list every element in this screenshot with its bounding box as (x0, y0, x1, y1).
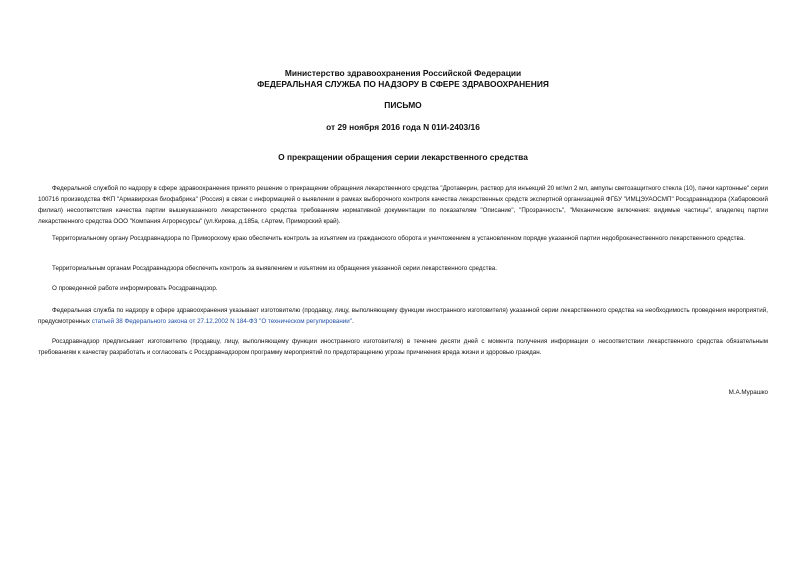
paragraph-report-text: О проведенной работе информировать Росздравнадзор. (52, 285, 218, 292)
paragraph-primorsky-control (38, 233, 768, 244)
paragraph-manufacturer-measures-end: . (352, 318, 354, 325)
paragraph-prescription (38, 336, 768, 358)
paragraph-territorial-control (38, 263, 768, 274)
paragraph-manufacturer-measures (38, 305, 768, 327)
paragraph-primorsky-control-text: Территориальному органу Росздравнадзора по Приморскому краю обеспечить контроль за изъятием из гражданского оборота и уничтожением в установленном порядке указанной партии недоброкачественного лекарственного средства. (52, 235, 746, 242)
paragraph-report (38, 283, 768, 294)
paragraph-territorial-control-text: Территориальным органам Росздравнадзора обеспечить контроль за выявлением и изъятием из обращения указанной серии лекарственного средства. (52, 265, 497, 272)
document-date-number: от 29 ноября 2016 года N 01И-2403/16 (326, 122, 480, 132)
document-page (38, 0, 768, 571)
signature: М.А.Мурашко (728, 389, 768, 396)
document-type: ПИСЬМО (384, 100, 422, 110)
paragraph-prescription-text: Росздравнадзор предписывает изготовителю (продавцу, лицу, выполняющему функции иностранного изготовителя) в течение десяти дней с момента получения информации о несоответствии лекарственного средства обязательным требованиям к качеству разработать и согласовать с Росздравнадзором программу мероприятий по предотвращению угрозы причинения вреда жизни и здоровью граждан. (38, 338, 768, 356)
paragraph-decision (38, 183, 768, 227)
paragraph-manufacturer-measures-text (38, 305, 768, 327)
service-name: ФЕДЕРАЛЬНАЯ СЛУЖБА ПО НАДЗОРУ В СФЕРЕ ЗДРАВООХРАНЕНИЯ (257, 79, 549, 89)
document-title: О прекращении обращения серии лекарственного средства (278, 152, 528, 162)
paragraph-decision-text: Федеральной службой по надзору в сфере здравоохранения принято решение о прекращении обращения лекарственного средства "Дротаверин, раствор для инъекций 20 мг/мл 2 мл, ампулы светозащитного стекла (10), пачки картонные" серии 100716 производства ФКП "Армавирская биофабрика" (Россия) в связи с информацией о выявлении в рамках выборочного контроля качества лекарственных средств экспертной организацией ФГБУ "ИМЦЭУАОСМП" Росздравнадзора (Хабаровский филиал) несоответствия качества партии вышеуказанного лекарственного средства требованиям нормативной документации по показателям "Описание", "Прозрачность", "Механические включения: видимые частицы", владелец партии лекарственного средства ООО "Компания Агроресурсы" (ул.Кирова, д.185а, г.Артем, Приморский край). (38, 185, 768, 225)
paragraph-manufacturer-measures-lead: Федеральная служба по надзору в сфере здравоохранения указывает изготовителю (продавцу, лицу, выполняющему функции иностранного изготовителя) указанной серии лекарственного средства на необходимость проведения мероприятий, предусмотренных (38, 307, 768, 325)
law-article-link[interactable]: статьей 38 Федерального закона от 27.12.2002 N 184-ФЗ "О техническом регулировании" (91, 318, 352, 325)
ministry-name: Министерство здравоохранения Российской Федерации (284, 68, 522, 78)
